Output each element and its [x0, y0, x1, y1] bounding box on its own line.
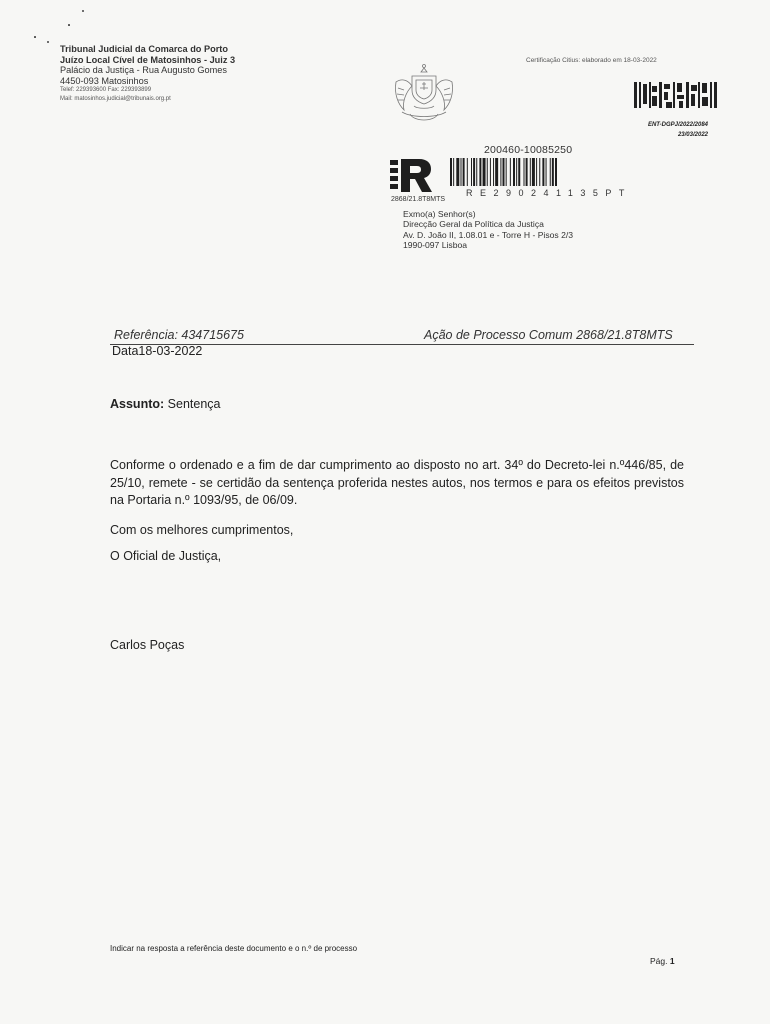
sender-mail: Mail: matosinhos.judicial@tribunais.org.pt — [60, 96, 171, 103]
tracking-number-bottom: RE290241135PT — [466, 188, 632, 198]
recipient-address: Av. D. João II, 1.08.01 e - Torre H - Pisos 2/3 — [403, 229, 574, 240]
tracking-number-top: 200460-10085250 — [484, 144, 573, 156]
court-name: Tribunal Judicial da Comarca do Porto — [60, 44, 228, 54]
subject-label: Assunto: — [110, 397, 165, 411]
court-division: Juízo Local Cível de Matosinhos - Juiz 3 — [60, 54, 236, 65]
scan-speck — [34, 36, 36, 38]
2d-barcode — [632, 80, 718, 110]
entry-stamp-date: 23/03/2022 — [677, 132, 708, 138]
action-process: Ação de Processo Comum 2868/21.8T8MTS — [424, 328, 673, 342]
certification-note: Certificação Citius: elaborado em 18-03-2022 — [526, 57, 657, 64]
subject-line — [110, 397, 220, 411]
recipient-block — [403, 209, 573, 251]
sender-address-line1: Palácio da Justiça - Rua Augusto Gomes — [60, 65, 227, 76]
official-title: O Oficial de Justiça, — [110, 549, 222, 563]
letter-body: Conforme o ordenado e a fim de dar cumprimento ao disposto no art. 34º do Decreto-lei n.º446/85, de 25/10, remete - se certidão da sentença proferida nestes autos, nos termos e para os efeitos previstos na Portaria n.º 1093/95, de 06/09. — [110, 458, 684, 508]
recipient-city: 1990-097 Lisboa — [403, 240, 468, 251]
coat-of-arms-emblem — [388, 62, 460, 128]
entry-stamp — [612, 120, 708, 140]
page-indicator — [650, 956, 675, 966]
sender-contacts: Telef: 229393600 Fax: 229393899 — [60, 87, 152, 94]
signer-name: Carlos Poças — [110, 638, 185, 652]
recipient-name: Direcção Geral da Política da Justiça — [403, 219, 544, 230]
scan-speck — [82, 10, 84, 12]
subject-value: Sentença — [167, 397, 221, 411]
sender-address-line2: 4450-093 Matosinhos — [60, 75, 149, 86]
recipient-salutation: Exmo(a) Senhor(s) — [403, 209, 476, 219]
scan-speck — [47, 41, 49, 43]
closing-line: Com os melhores cumprimentos, — [110, 523, 294, 537]
document-date: Data18-03-2022 — [112, 344, 203, 358]
footer-note: Indicar na resposta a referência deste documento e o n.º de processo — [110, 944, 358, 953]
entry-stamp-code: ENT-DGPJ/2022/2084 — [647, 122, 708, 128]
process-number-short: 2868/21.8T8MTS — [391, 196, 446, 203]
page-label: Pág. — [650, 956, 668, 966]
sender-block — [60, 44, 235, 104]
registered-mail-barcode — [450, 158, 638, 188]
reference-number: Referência: 434715675 — [114, 328, 244, 342]
page-number: 1 — [669, 956, 675, 966]
registered-mail-r-icon — [390, 158, 432, 194]
scan-speck — [68, 24, 70, 26]
